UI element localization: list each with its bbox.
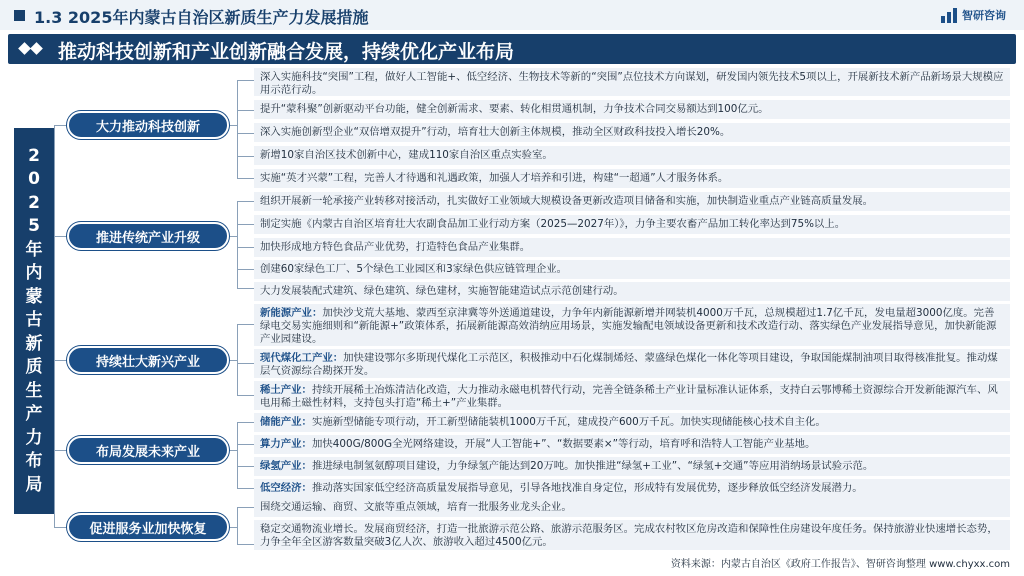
list-item: 绿氢产业：推进绿电制氢氨醇项目建设，力争绿氢产能达到20万吨。加快推进“绿氢+工业”、“绿氢+交通”等应用消纳场景试验示范。: [254, 457, 1010, 476]
list-item: 实施“英才兴蒙”工程，完善人才待遇和礼遇政策，加强人才培养和引进，构建“一超通”人才服务体系。: [254, 169, 1010, 188]
connector: [237, 224, 254, 225]
connector: [237, 201, 254, 202]
logo: [941, 7, 1006, 23]
connector: [237, 324, 238, 395]
connector: [237, 395, 254, 396]
connector: [237, 80, 238, 178]
connector: [237, 288, 254, 289]
side-year-text: 2025年内蒙古新质生产力布局: [25, 145, 43, 495]
connector: [229, 450, 237, 451]
category-tech-innovation: 大力推动科技创新: [67, 111, 229, 139]
list-item: 提升“蒙科聚”创新驱动平台功能，健全创新需求、要素、转化相贯通机制，力争技术合同交易额达到100亿元。: [254, 100, 1010, 119]
connector: [237, 110, 254, 111]
connector: [54, 125, 67, 126]
page-title: 1.3 2025年内蒙古自治区新质生产力发展措施: [34, 8, 369, 27]
connector: [237, 80, 254, 81]
list-item: 制定实施《内蒙古自治区培育壮大农副食品加工业行动方案（2025—2027年）》，力争主要农畜产品加工转化率达到75%以上。: [254, 215, 1010, 234]
connector: [229, 236, 237, 237]
footer-source: [671, 555, 1010, 570]
list-item: 低空经济：推动落实国家低空经济高质量发展指导意见，引导各地找准自身定位，形成特有发展优势，逐步释放低空经济发展潜力。: [254, 479, 1010, 498]
header-bar: [0, 0, 1024, 30]
header-square-icon: [14, 10, 25, 21]
list-item: 创建60家绿色工厂、5个绿色工业园区和3家绿色供应链管理企业。: [254, 260, 1010, 279]
connector: [237, 466, 254, 467]
source-text: 资料来源：内蒙古自治区《政府工作报告》、智研咨询整理: [670, 559, 926, 570]
section-banner: [8, 34, 1016, 64]
list-item: 组织开展新一轮承接产业转移对接活动，扎实做好工业领域大规模设备更新改造项目储备和实施，加快制造业重点产业链高质量发展。: [254, 192, 1010, 211]
connector: [237, 178, 254, 179]
list-item: 大力发展装配式建筑、绿色建筑、绿色建材，实施智能建造试点示范创建行动。: [254, 282, 1010, 301]
banner-title: 推动科技创新和产业创新融合发展，持续优化产业布局: [58, 41, 515, 63]
connector-trunk: [54, 125, 55, 527]
connector: [229, 360, 237, 361]
connector: [229, 527, 237, 528]
connector: [237, 488, 254, 489]
connector: [237, 269, 254, 270]
connector: [237, 201, 238, 288]
logo-text: 智研咨询: [962, 9, 1006, 22]
list-item: 稳定交通物流业增长。发展商贸经济，打造一批旅游示范公路、旅游示范服务区。完成农村牧区危房改造和保障性住房建设年度任务。保持旅游业快速增长态势，力争全年全区游客数量突破3亿人次、旅游收入超过4500亿元。: [254, 520, 1010, 550]
category-emerging-industries: 持续壮大新兴产业: [67, 346, 229, 374]
connector: [237, 247, 254, 248]
list-item: 储能产业：实施新型储能专项行动，开工新型储能装机1000万千瓦，建成投产600万千瓦。加快实现储能核心技术自主化。: [254, 413, 1010, 432]
connector: [237, 422, 254, 423]
category-traditional-upgrade: 推进传统产业升级: [67, 222, 229, 250]
diamond-icon: [20, 44, 41, 53]
connector: [54, 450, 67, 451]
connector: [237, 544, 254, 545]
list-item: 深入实施创新型企业“双倍增双提升”行动，培育壮大创新主体规模，推动全区财政科技投入增长20%。: [254, 123, 1010, 142]
connector: [229, 125, 237, 126]
category-service-recovery: 促进服务业加快恢复: [67, 513, 229, 541]
connector: [237, 507, 238, 544]
list-item: 加快形成地方特色食品产业优势，打造特色食品产业集群。: [254, 238, 1010, 257]
connector: [54, 236, 67, 237]
connector: [237, 422, 238, 488]
side-year-label: [14, 128, 54, 514]
connector: [54, 360, 67, 361]
connector: [237, 444, 254, 445]
connector: [237, 363, 254, 364]
category-future-industries: 布局发展未来产业: [67, 436, 229, 464]
connector: [54, 527, 67, 528]
source-url[interactable]: www.chyxx.com: [929, 559, 1010, 570]
connector: [237, 324, 254, 325]
list-item: 稀土产业：持续开展稀土冶炼清洁化改造，大力推动永磁电机替代行动，完善全链条稀土产业计量标准认证体系，支持白云鄂博稀土资源综合开发新能源汽车、风电用稀土磁性材料，支持包头打造“稀土+”产业集群。: [254, 381, 1010, 410]
list-item: 新增10家自治区技术创新中心，建成110家自治区重点实验室。: [254, 146, 1010, 165]
bar-chart-logo-icon: [941, 8, 958, 23]
list-item: 算力产业：加快400G/800G全光网络建设，开展“人工智能+”、“数据要素×”等行动，培育呼和浩特人工智能产业基地。: [254, 435, 1010, 454]
list-item: 深入实施科技“突围”工程，做好人工智能+、低空经济、生物技术等新的“突围”点位技术方向谋划，研发国内领先技术5项以上，开展新技术新产品新场景大规模应用示范行动。: [254, 68, 1010, 96]
list-item: 新能源产业：加快沙戈荒大基地、蒙西至京津冀等外送通道建设，力争年内新能源新增并网装机4000万千瓦，总规模超过1.7亿千瓦，发电量超3000亿度。完善绿电交易实施细则和“新能源+”政策体系，拓展新能源高效消纳应用场景，实施发输配电领域设备更新和技术改造行动、落实绿色产业发展指导意见，加快新能源产业园建设。: [254, 304, 1010, 346]
connector: [237, 133, 254, 134]
list-item: 现代煤化工产业：加快建设鄂尔多斯现代煤化工示范区，积极推动中石化煤制烯烃、蒙盛绿色煤化一体化等项目建设，争取国能煤制油项目取得核准批复。推动煤层气资源综合勘探开发。: [254, 349, 1010, 378]
connector: [237, 507, 254, 508]
connector: [237, 156, 254, 157]
list-item: 围绕交通运输、商贸、文旅等重点领域，培育一批服务业龙头企业。: [254, 498, 1010, 517]
